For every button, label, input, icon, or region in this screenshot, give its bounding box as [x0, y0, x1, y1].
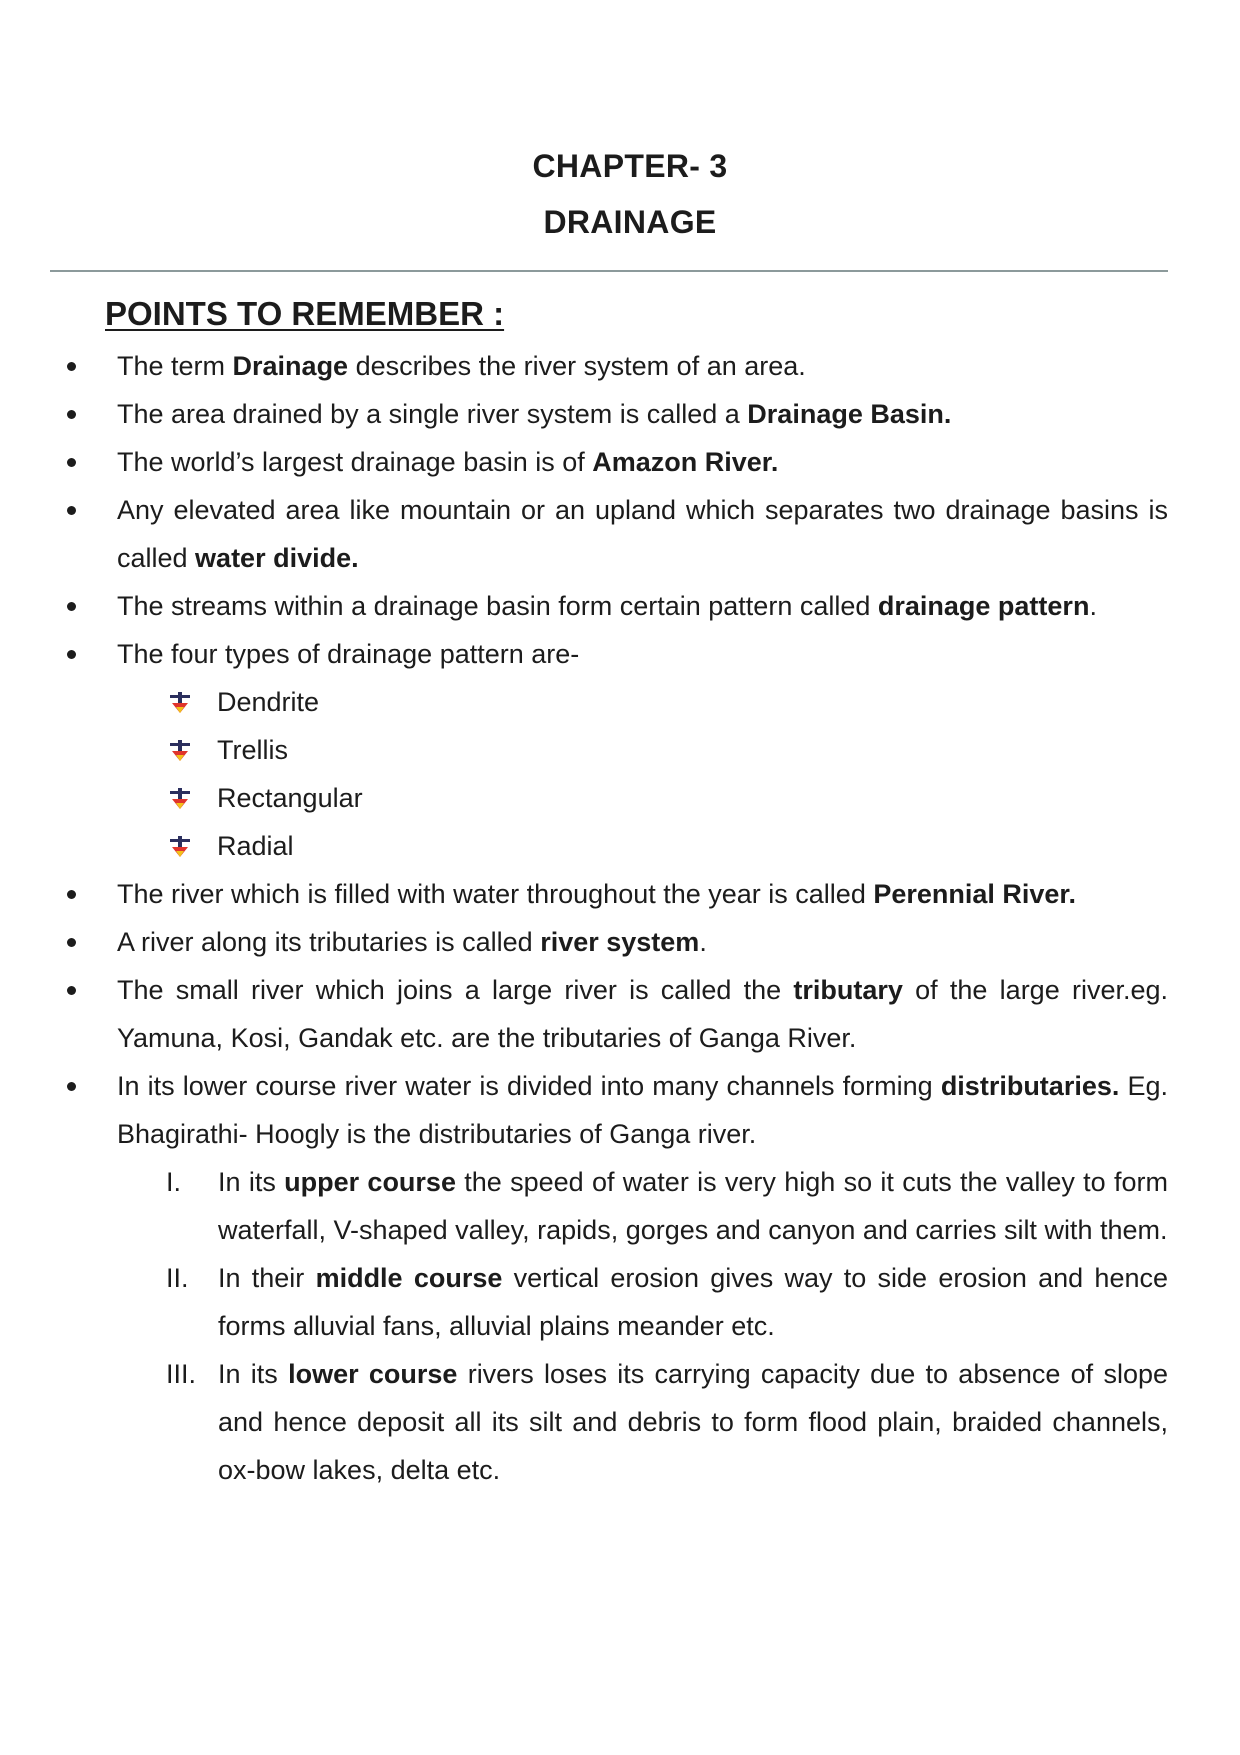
- bullet-dot-icon: [67, 362, 76, 371]
- page-header: [0, 138, 1240, 250]
- point-item: In its lower course river water is divided into many channels forming distributaries. Eg. Bhagirathi- Hoogly is the distributaries of Ganga river.: [58, 1062, 1168, 1158]
- roman-numeral: III.: [166, 1359, 197, 1389]
- bullet-dot-icon: [67, 938, 76, 947]
- point-item: The river which is filled with water throughout the year is called Perennial River.: [58, 870, 1168, 918]
- title-divider: [50, 270, 1168, 272]
- bullet-dot-icon: [67, 890, 76, 899]
- point-item: The small river which joins a large river is called the tributary of the large river.eg. Yamuna, Kosi, Gandak etc. are the tributaries of Ganga River.: [58, 966, 1168, 1062]
- bullet-dot-icon: [67, 506, 76, 515]
- bullet-dot-icon: [67, 650, 76, 659]
- bullet-dot-icon: [67, 602, 76, 611]
- point-item: The streams within a drainage basin form certain pattern called drainage pattern.: [58, 582, 1168, 630]
- bullet-dot-icon: [67, 1082, 76, 1091]
- roman-numeral: II.: [166, 1263, 189, 1293]
- page-title: DRAINAGE: [543, 204, 717, 240]
- point-item: A river along its tributaries is called river system.: [58, 918, 1168, 966]
- pattern-type-list: [58, 678, 1168, 870]
- pattern-type-item: Trellis: [58, 726, 1168, 774]
- pattern-type-item: Dendrite: [58, 678, 1168, 726]
- section-heading: POINTS TO REMEMBER :: [105, 295, 505, 332]
- chapter-title: CHAPTER- 3: [532, 148, 728, 184]
- river-course-item: III. In its lower course rivers loses its carrying capacity due to absence of slope and hence deposit all its silt and debris to form flood plain, braided channels, ox-bow lakes, delta etc.: [58, 1350, 1168, 1494]
- river-course-item: I. In its upper course the speed of water is very high so it cuts the valley to form waterfall, V-shaped valley, rapids, gorges and canyon and carries silt with them.: [58, 1158, 1168, 1254]
- bullet-dot-icon: [67, 458, 76, 467]
- down-arrow-icon: [168, 692, 192, 714]
- bullet-dot-icon: [67, 986, 76, 995]
- point-item: The four types of drainage pattern are-: [58, 630, 1168, 678]
- point-item: Any elevated area like mountain or an upland which separates two drainage basins is called water divide.: [58, 486, 1168, 582]
- pattern-type-item: Rectangular: [58, 774, 1168, 822]
- down-arrow-icon: [168, 788, 192, 810]
- roman-numeral: I.: [166, 1167, 182, 1197]
- content: [58, 342, 1168, 1494]
- river-course-list: [58, 1158, 1168, 1494]
- point-item: The term Drainage describes the river system of an area.: [58, 342, 1168, 390]
- bullet-dot-icon: [67, 410, 76, 419]
- pattern-type-item: Radial: [58, 822, 1168, 870]
- down-arrow-icon: [168, 740, 192, 762]
- point-item: The area drained by a single river system is called a Drainage Basin.: [58, 390, 1168, 438]
- point-item: The world’s largest drainage basin is of Amazon River.: [58, 438, 1168, 486]
- down-arrow-icon: [168, 836, 192, 858]
- river-course-item: II. In their middle course vertical erosion gives way to side erosion and hence forms alluvial fans, alluvial plains meander etc.: [58, 1254, 1168, 1350]
